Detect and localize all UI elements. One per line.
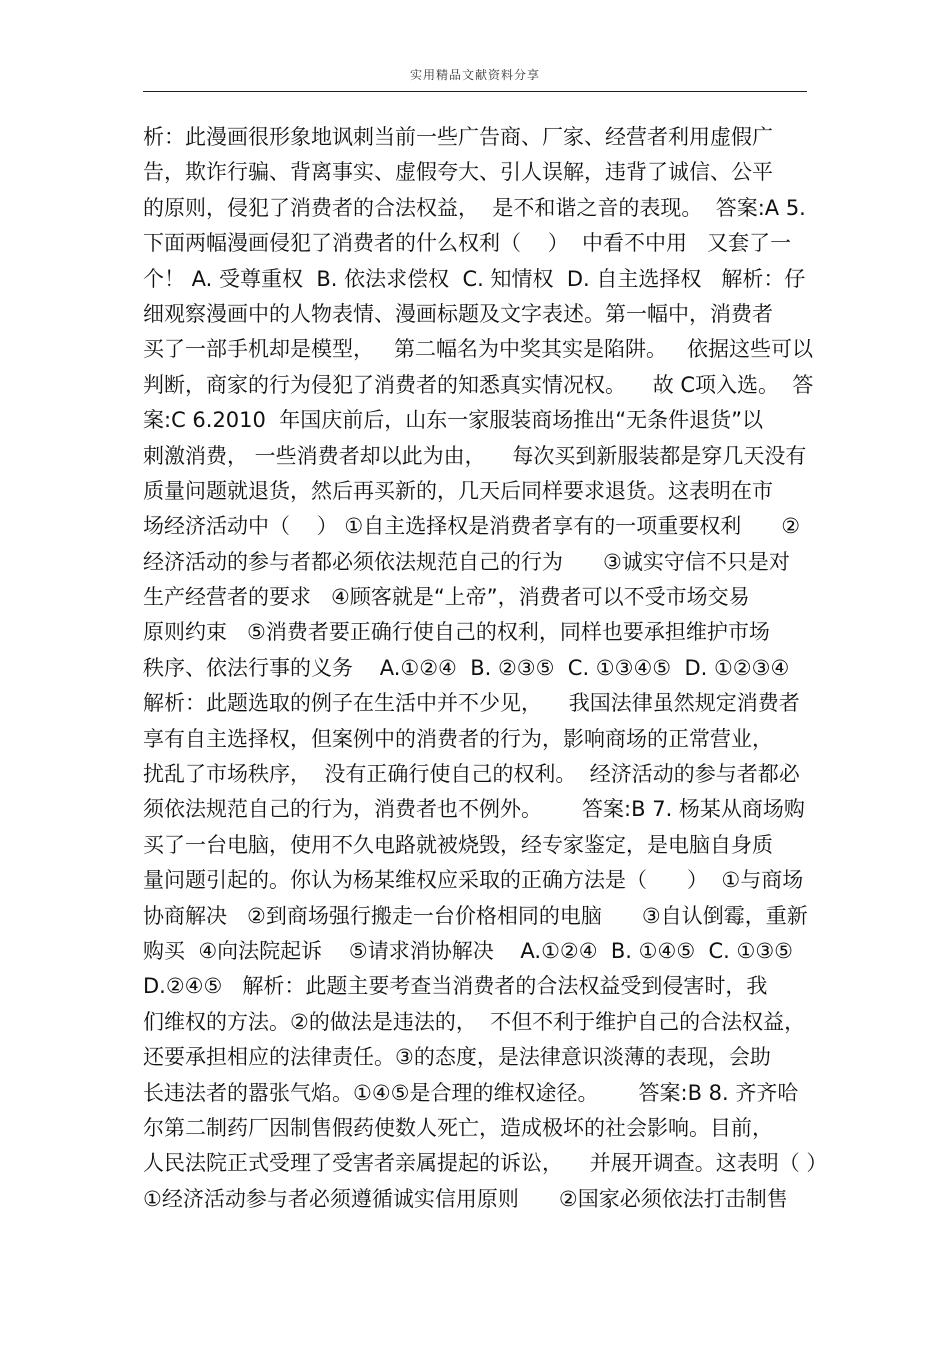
text-line: 须依法规范自己的行为，消费者也不例外。 答案:B 7. 杨某从商场购 [143,797,805,822]
text-line: 告，欺诈行骗、背离事实、虚假夸大、引人误解，违背了诚信、公平 [143,160,773,185]
text-line: 原则约束 ⑤消费者要正确行使自己的权利，同样也要承担维护市场 [143,620,770,645]
text-line: D.②④⑤ 解析：此题主要考查当消费者的合法权益受到侵害时，我 [143,974,768,999]
text-line: 们维权的方法。②的做法是违法的， 不但不利于维护自己的合法权益， [143,1009,806,1034]
text-line: 扰乱了市场秩序， 没有正确行使自己的权利。 经济活动的参与者都必 [143,762,800,787]
text-line: 解析：此题选取的例子在生活中并不少见， 我国法律虽然规定消费者 [143,691,800,716]
text-line: 购买 ④向法院起诉 ⑤请求消协解决 A.①②④ B. ①④⑤ C. ①③⑤ [143,938,793,963]
text-line: 细观察漫画中的人物表情、漫画标题及文字表述。第一幅中，消费者 [143,301,773,326]
text-line: 判断，商家的行为侵犯了消费者的知悉真实情况权。 故 C项入选。 答 [143,372,814,397]
text-line: 秩序、依法行事的义务 A.①②④ B. ②③⑤ C. ①③④⑤ D. ①②③④ [143,655,790,680]
text-line: 经济活动的参与者都必须依法规范自己的行为 ③诚实守信不只是对 [143,549,790,574]
text-line: 个！ A. 受尊重权 B. 依法求偿权 C. 知情权 D. 自主选择权 解析：仔 [143,266,806,291]
text-line: 刺激消费， 一些消费者却以此为由， 每次买到新服装都是穿几天没有 [143,443,807,468]
text-line: 的原则，侵犯了消费者的合法权益， 是不和谐之音的表现。 答案:A 5. [143,195,806,220]
document-body [143,120,828,1217]
text-line: 买了一部手机却是模型， 第二幅名为中奖其实是陷阱。 依据这些可以 [143,337,814,362]
header-divider [143,91,807,92]
text-line: 量问题引起的。你认为杨某维权应采取的正确方法是（ ） ①与商场 [143,868,804,893]
text-line: 协商解决 ②到商场强行搬走一台价格相同的电脑 ③自认倒霉，重新 [143,903,808,928]
text-line: 场经济活动中（ ） ①自主选择权是消费者享有的一项重要权利 ② [143,514,801,539]
text-line: ①经济活动参与者必须遵循诚实信用原则 ②国家必须依法打击制售 [143,1186,788,1211]
text-line: 人民法院正式受理了受害者亲属提起的诉讼， 并展开调查。这表明（ ） [143,1151,828,1176]
text-line: 尔第二制药厂因制售假药使数人死亡，造成极坏的社会影响。目前， [143,1115,773,1140]
text-line: 案:C 6.2010 年国庆前后，山东一家服装商场推出“无条件退货”以 [143,408,764,433]
text-line: 生产经营者的要求 ④顾客就是“上帝”，消费者可以不受市场交易 [143,585,750,610]
text-line: 析：此漫画很形象地讽刺当前一些广告商、厂家、经营者利用虚假广 [143,125,773,149]
page-header: 实用精品文献资料分享 [409,68,540,82]
text-line: 下面两幅漫画侵犯了消费者的什么权利（ ） 中看不中用 又套了一 [143,231,792,256]
text-line: 还要承担相应的法律责任。③的态度，是法律意识淡薄的表现，会助 [143,1045,771,1070]
text-line: 买了一台电脑，使用不久电路就被烧毁，经专家鉴定，是电脑自身质 [143,832,773,857]
text-line: 享有自主选择权，但案例中的消费者的行为，影响商场的正常营业， [143,726,773,751]
text-line: 长违法者的嚣张气焰。①④⑤是合理的维权途径。 答案:B 8. 齐齐哈 [143,1080,799,1105]
text-line: 质量问题就退货，然后再买新的，几天后同样要求退货。这表明在市 [143,478,773,503]
